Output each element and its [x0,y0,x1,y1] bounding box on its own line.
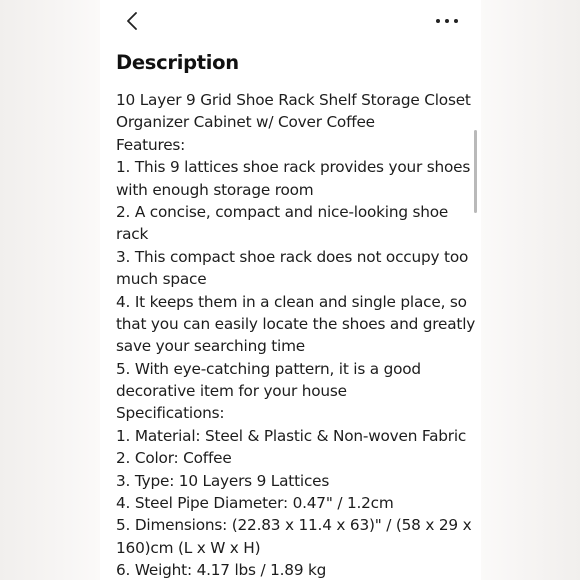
description-line: Specifications: [116,404,225,423]
description-line: 4. Steel Pipe Diameter: 0.47" / 1.2cm [116,494,394,513]
more-horizontal-icon [432,8,462,34]
description-line: 3. This compact shoe rack does not occupy too [116,247,469,266]
description-text [116,89,476,580]
description-line: 1. This 9 lattices shoe rack provides your shoes [116,158,471,177]
chevron-left-icon [120,8,146,34]
description-line: rack [116,225,149,244]
description-line: decorative item for your house [116,382,347,401]
description-line: much space [116,270,207,289]
scrollbar-thumb[interactable] [474,130,477,213]
description-line: 2. A concise, compact and nice-looking shoe [116,202,449,221]
more-options-button[interactable] [432,8,462,34]
description-line: Organizer Cabinet w/ Cover Coffee [116,113,375,132]
back-button[interactable] [120,8,146,34]
description-line: 6. Weight: 4.17 lbs / 1.89 kg [116,561,327,580]
description-line: save your searching time [116,337,306,356]
description-line: 4. It keeps them in a clean and single place, so [116,292,467,311]
description-line: with enough storage room [116,180,314,199]
description-line: 2. Color: Coffee [116,449,232,468]
description-line: 160)cm (L x W x H) [116,538,261,557]
section-title: Description [116,51,239,74]
description-line: 5. With eye-catching pattern, it is a good [116,359,421,378]
description-line: 5. Dimensions: (22.83 x 11.4 x 63)" / (58 x 29 x [116,516,472,535]
top-navigation-bar [100,0,481,44]
description-line: 3. Type: 10 Layers 9 Lattices [116,471,330,490]
phone-screen [100,0,481,580]
description-line: Features: [116,135,186,154]
description-line: 10 Layer 9 Grid Shoe Rack Shelf Storage Closet [116,91,471,109]
description-line: 1. Material: Steel & Plastic & Non-woven Fabric [116,426,467,445]
description-line: that you can easily locate the shoes and greatly [116,314,476,333]
